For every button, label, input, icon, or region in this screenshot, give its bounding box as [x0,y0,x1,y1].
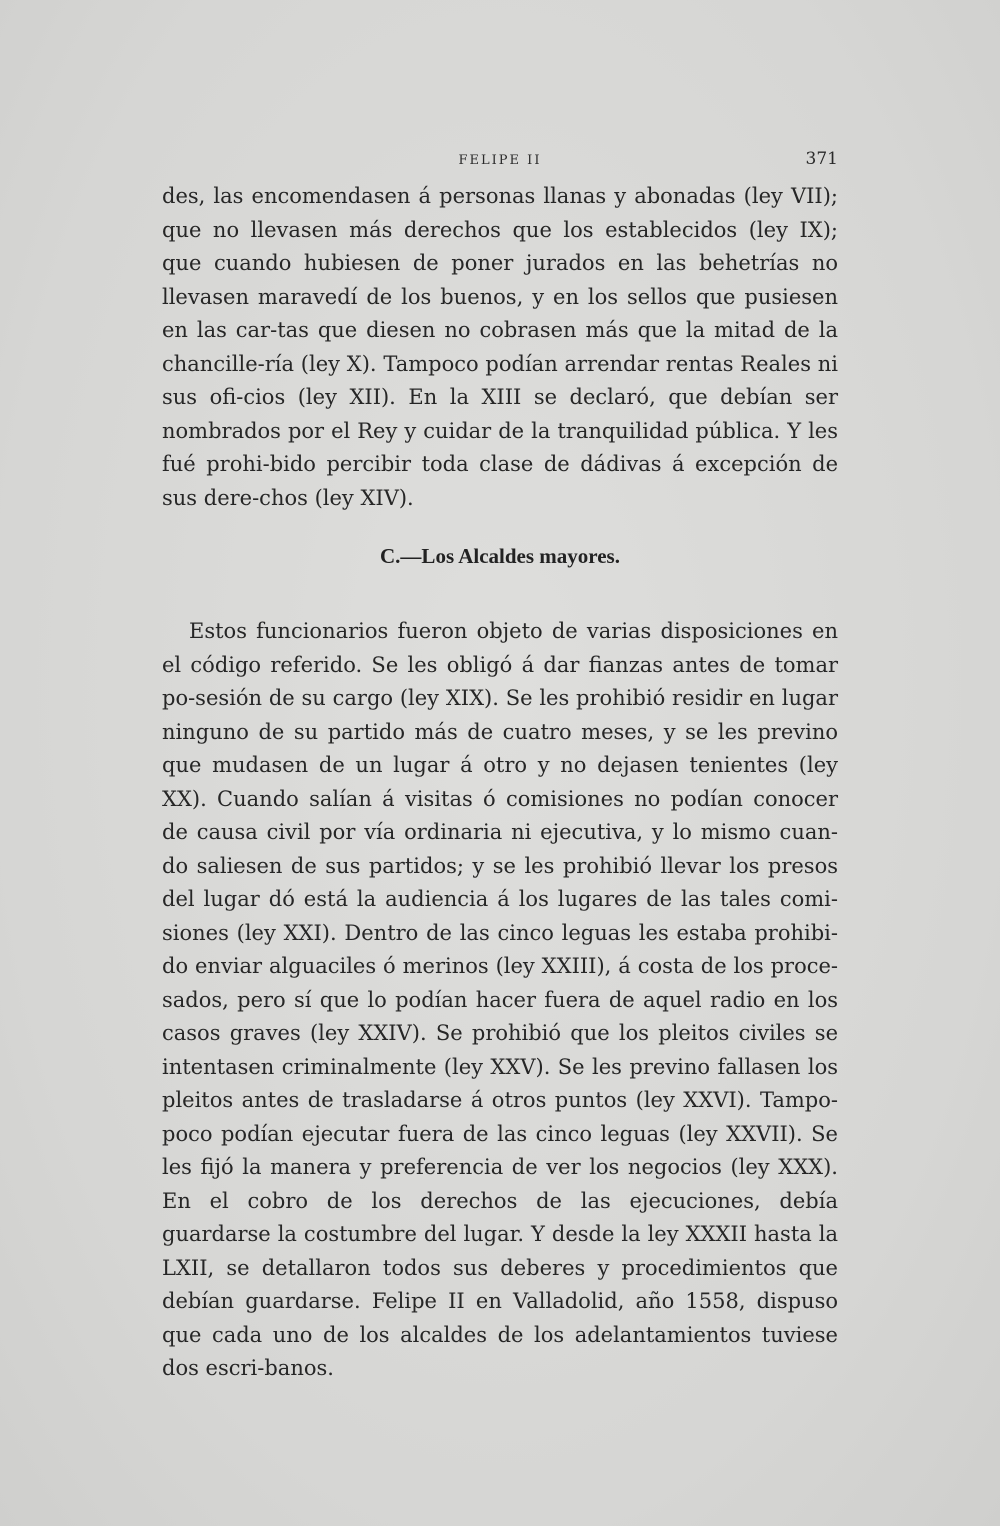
section-heading: C.—Los Alcaldes mayores. [380,544,620,568]
body-paragraph-1: des, las encomendasen á personas llanas y abonadas (ley VII); que no llevasen más derechos que los establecidos (ley IX); que cuando hubiesen de poner jurados en las behetrías no llevasen maravedí de los buenos, y en los sellos que pusiesen en las car-tas que diesen no cobrasen más que la mitad de la chancille-ría (ley X). Tampoco podían arrendar rentas Reales ni sus ofi-cios (ley XII). En la XIII se declaró, que debían ser nombrados por el Rey y cuidar de la tranquilidad pública. Y les fué prohi-bido percibir toda clase de dádivas á excepción de sus dere-chos (ley XIV). [162,184,838,510]
running-title: FELIPE II [458,153,542,168]
running-head [162,147,838,177]
page-number: 371 [805,149,838,169]
body-paragraph-2: Estos funcionarios fueron objeto de varias disposiciones en el código referido. Se les obligó á dar fianzas antes de tomar po-sesión de su cargo (ley XIX). Se les prohibió residir en lugar ninguno de su partido más de cuatro meses, y se les previno que mudasen de un lugar á otro y no dejasen tenientes (ley XX). Cuando salían á visitas ó comisiones no podían conocer de causa civil por vía ordinaria ni ejecutiva, y lo mismo cuan-do saliesen de sus partidos; y se les prohibió llevar los presos del lugar dó está la audiencia á los lugares de las tales comi-siones (ley XXI). Dentro de las cinco leguas les estaba prohibi-do enviar alguaciles ó merinos (ley XXIII), á costa de los proce-sados, pero sí que lo podían hacer fuera de aquel radio en los casos graves (ley XXIV). Se prohibió que los pleitos civiles se intentasen criminalmente (ley XXV). Se les previno fallasen los pleitos antes de trasladarse á otros puntos (ley XXVI). Tampo-poco podían ejecutar fuera de las cinco leguas (ley XXVII). Se les fijó la manera y preferencia de ver los negocios (ley XXX). En el cobro de los derechos de las ejecuciones, debía guardarse la costumbre del lugar. Y desde la ley XXXII hasta la LXII, se detallaron todos sus deberes y procedimientos que debían guardarse. Felipe II en Valladolid, año 1558, dispuso que cada uno de los alcaldes de los adelantamientos tuviese dos escri-banos. [162,619,838,1380]
